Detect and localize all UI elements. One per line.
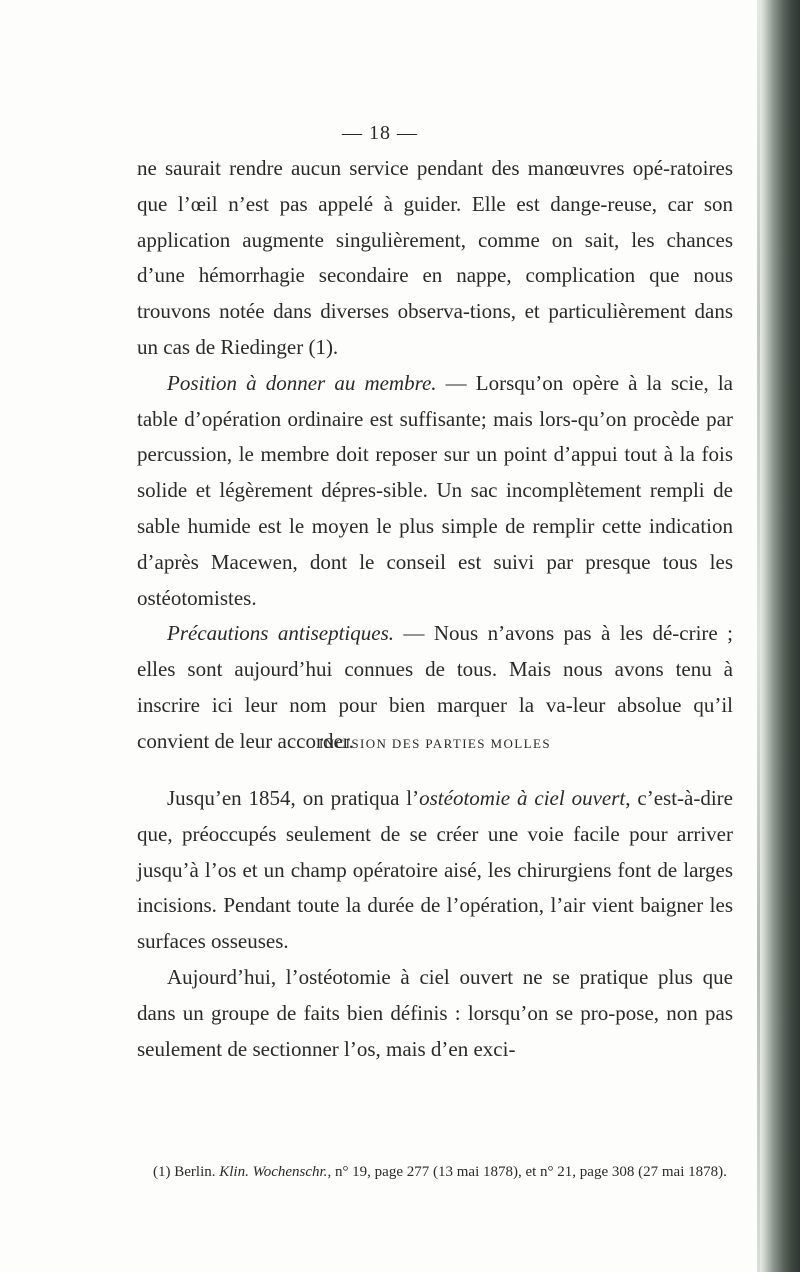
page-number: — 18 —	[342, 122, 418, 144]
paragraph-today: Aujourd’hui, l’ostéotomie à ciel ouvert ne se pratique plus que dans un groupe de faits bien définis : lorsqu’on se pro-pose, non pas seulement de sectionner l’os, mais d’en exci-	[137, 964, 733, 1061]
main-text-block	[137, 151, 733, 760]
paragraph-precautions-text: — Nous n’avons pas à les dé-crire ; elles sont aujourd’hui connues de tous. Mais nous avons tenu à inscrire ici leur nom pour bien marquer la va-leur absolue qu’il convient de leur accorder.	[137, 621, 734, 753]
page-edge	[757, 0, 760, 1272]
paragraph-precautions-title: Précautions antiseptiques.	[167, 621, 394, 646]
footnote-before: (1) Berlin.	[153, 1164, 220, 1180]
book-spine-shadow	[756, 0, 800, 1272]
paragraph-continuation: ne saurait rendre aucun service pendant des manœuvres opé-ratoires que l’œil n’est pas appelé à guider. Elle est dange-reuse, car son application augmente singulièrement, comme on sait, les chances d’une hémorrhagie secondaire en nappe, complication que nous trouvons notée dans diverses observa-tions, et particulièrement dans un cas de Riedinger (1).	[137, 156, 733, 359]
footnote	[137, 1163, 733, 1182]
paragraph-position-text: — Lorsqu’on opère à la scie, la table d’opération ordinaire est suffisante; mais lors-qu’on procède par percussion, le membre doit reposer sur un point d’appui tout à la fois solide et légèrement dépres-sible. Un sac incomplètement rempli de sable humide est le moyen le plus simple de remplir cette indication d’après Macewen, dont le conseil est suivi par presque tous les ostéotomistes.	[137, 370, 733, 610]
section-text-block	[137, 781, 733, 1067]
paragraph-history	[137, 781, 733, 960]
paragraph-position-title: Position à donner au membre.	[167, 370, 437, 395]
paragraph-history-after: , c’est-à-dire que, préoccupés seulement de se créer une voie facile pour arriver jusqu’à l’os et un champ opératoire aisé, les chirurgiens font de larges incisions. Pendant toute la durée de l’opération, l’air vient baigner les surfaces osseuses.	[137, 786, 733, 954]
paragraph-history-before: Jusqu’en 1854, on pratiqua l’	[167, 786, 420, 810]
footnote-after: , n° 19, page 277 (13 mai 1878), et n° 21, page 308 (27 mai 1878).	[327, 1164, 727, 1180]
footnote-journal: Klin. Wochenschr.	[219, 1164, 328, 1180]
footnote-text	[137, 1163, 733, 1182]
paragraph-history-emphasis: ostéotomie à ciel ouvert	[419, 786, 626, 810]
paragraph-position	[137, 366, 733, 617]
section-heading: INCISION DES PARTIES MOLLES	[319, 736, 551, 751]
